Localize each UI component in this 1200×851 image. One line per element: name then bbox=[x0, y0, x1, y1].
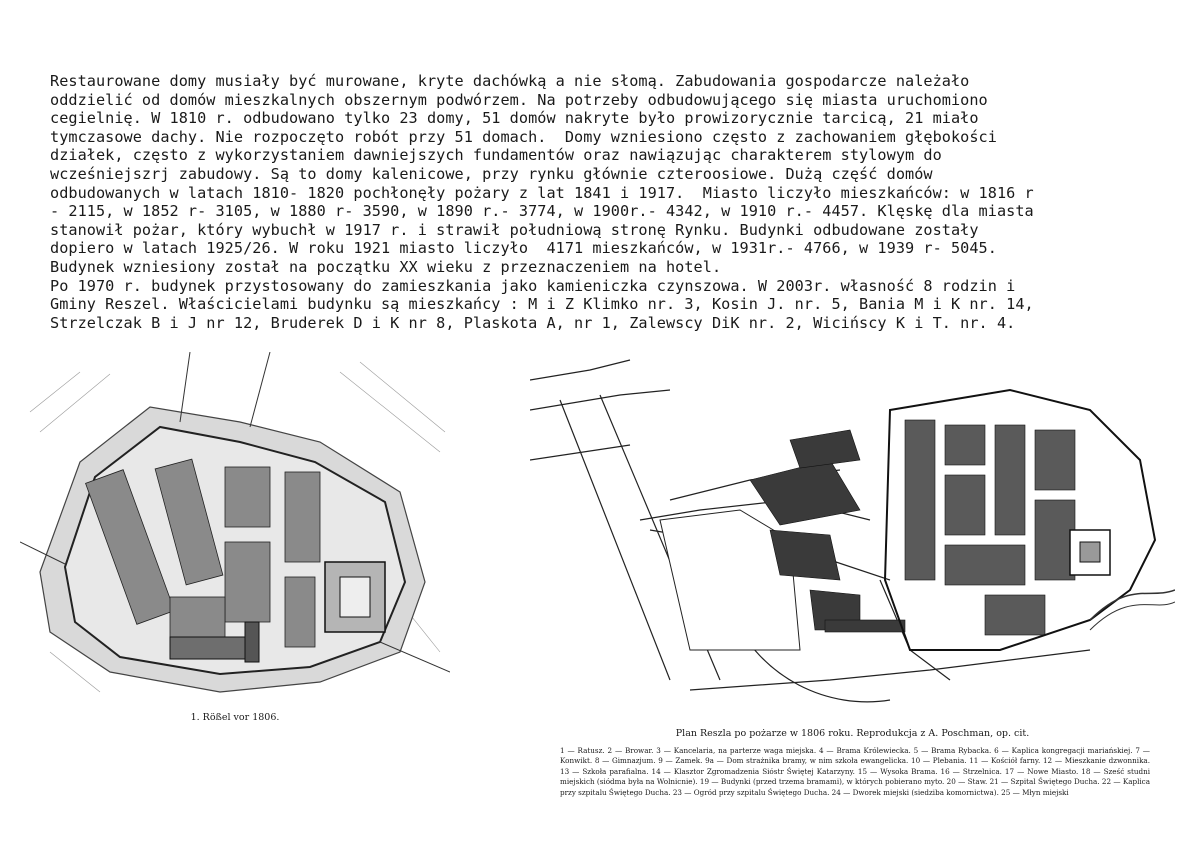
text-line: Budynek wzniesiony został na początku XX wieku z przeznaczeniem na hotel. bbox=[50, 257, 722, 276]
text-line: działek, często z wykorzystaniem dawniejszych fundamentów oraz nawiązując charakterem stylowym do bbox=[50, 146, 942, 165]
body-text bbox=[50, 72, 1160, 332]
text-line: Po 1970 r. budynek przystosowany do zamieszkania jako kamieniczka czynszowa. W 2003r. własność 8 rodzin i bbox=[50, 276, 1016, 295]
town-plan-map bbox=[530, 350, 1175, 720]
text-line: wcześniejszrj zabudowy. Są to domy kalenicowe, przy rynku głównie czteroosiowe. Dużą część domów bbox=[50, 164, 933, 183]
text-line: odbudowanych w latach 1810- 1820 pochłonęły pożary z lat 1841 i 1917. Miasto liczyło mieszkańców: w 1816 r bbox=[50, 183, 1034, 202]
engraving-figure bbox=[20, 352, 450, 742]
text-line: Gminy Reszel. Właścicielami budynku są mieszkańcy : M i Z Klimko nr. 3, Kosin J. nr. 5, Bania M i K nr. 14, bbox=[50, 295, 1034, 314]
figure-caption-right: Plan Reszla po pożarze w 1806 roku. Reprodukcja z A. Poschman, op. cit. bbox=[675, 728, 1030, 739]
map-legend: 1 — Ratusz. 2 — Browar. 3 — Kancelaria, na parterze waga miejska. 4 — Brama Królewiecka. 5 — Brama Rybacka. 6 — Kaplica kongregacji mariańskiej. 7 — Konwikt. 8 — Gimnazjum. 9 — Zamek. 9a — Dom strażnika bramy, w nim szkoła ewangelicka. 10 — Plebania. 11 — Kościół farny. 12 — Mieszkanie dzwonnika. 13 — Szkoła parafialna. 14 — Klasztor Zgromadzenia Sióstr Świętej Katarzyny. 15 — Wysoka Brama. 16 — Strzelnica. 17 — Nowe Miasto. 18 — Sześć studni miejskich (siódma była na Wolnicnie). 19 — Budynki (przed trzema bramami), w których pobierano myto. 20 — Staw. 21 — Szpital Świętego Ducha. 22 — Kaplica przy szpitalu Świętego Ducha. 23 — Ogród przy szpitalu Świętego Ducha. 24 — Dworek miejski (siedziba komornictwa). 25 — Młyn miejski bbox=[560, 746, 1150, 797]
engraving-illustration bbox=[20, 352, 450, 707]
text-line: cegielnię. W 1810 r. odbudowano tylko 23 domy, 51 domów nakryte było prowizorycznie tarcicą, 21 miało bbox=[50, 109, 979, 128]
town-plan-figure bbox=[530, 350, 1175, 840]
text-line: - 2115, w 1852 r- 3105, w 1880 r- 3590, w 1890 r.- 3774, w 1900r.- 4342, w 1910 r.- 4457. Klęskę dla miasta bbox=[50, 202, 1034, 221]
text-line: Strzelczak B i J nr 12, Bruderek D i K nr 8, Plaskota A, nr 1, Zalewscy DiK nr. 2, Wicińscy K i T. nr. 4. bbox=[50, 313, 1016, 332]
text-line: oddzielić od domów mieszkalnych obszernym podwórzem. Na potrzeby odbudowującego się miasta uruchomiono bbox=[50, 90, 988, 109]
text-line: stanowił pożar, który wybuchł w 1917 r. i strawił południową stronę Rynku. Budynki odbudowane zostały bbox=[50, 220, 979, 239]
text-line: Restaurowane domy musiały być murowane, kryte dachówką a nie słomą. Zabudowania gospodarcze należało bbox=[50, 72, 970, 90]
text-line: tymczasowe dachy. Nie rozpoczęto robót przy 51 domach. Domy wzniesiono często z zachowaniem głębokości bbox=[50, 127, 997, 146]
text-line: dopiero w latach 1925/26. W roku 1921 miasto liczyło 4171 mieszkańców, w 1931r.- 4766, w 1939 r- 5045. bbox=[50, 239, 997, 258]
figure-caption-left: 1. Rößel vor 1806. bbox=[190, 712, 280, 723]
